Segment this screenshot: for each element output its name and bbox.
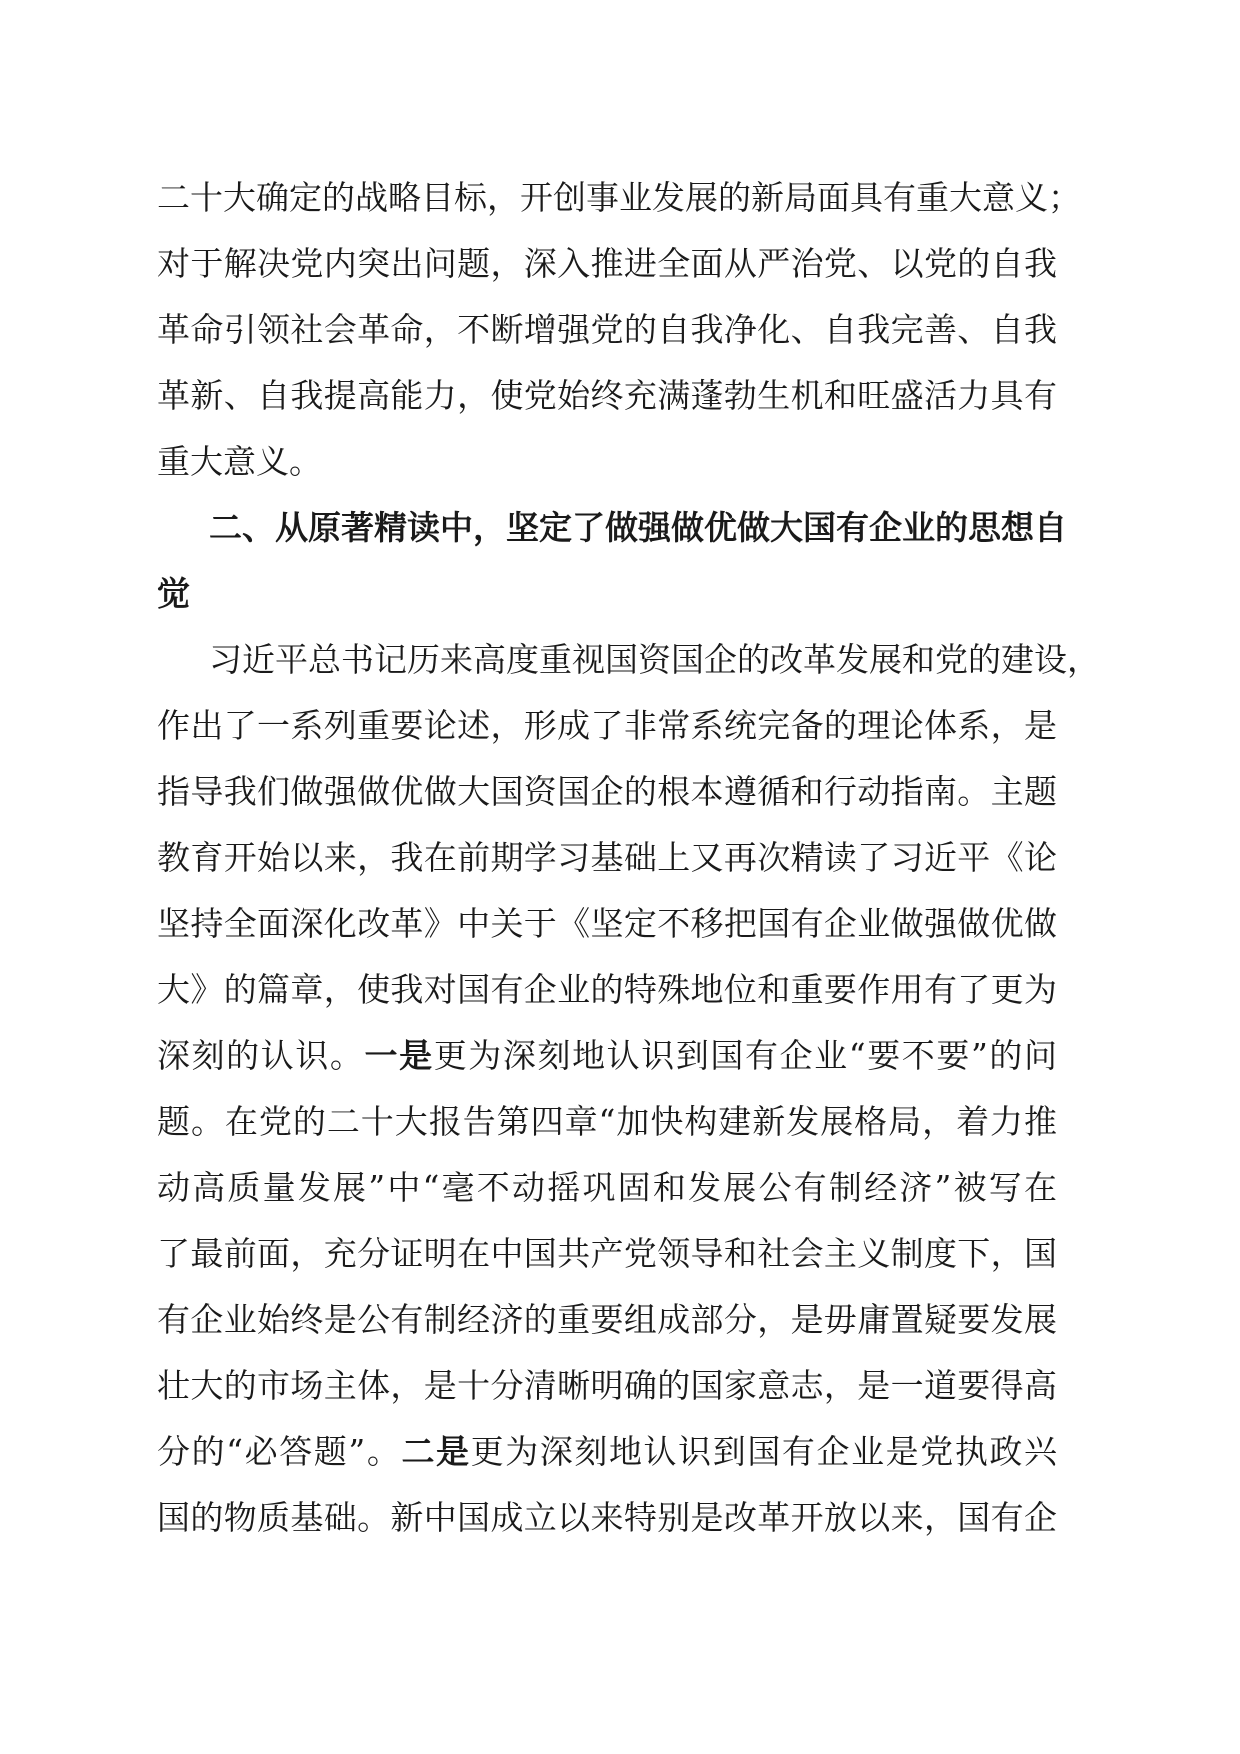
text-line: 了最前面，充分证明在中国共产党领导和社会主义制度下，国 [157,1234,1057,1273]
paragraph-continued [157,165,1081,495]
text-line: 国的物质基础。新中国成立以来特别是改革开放以来，国有企 [157,1498,1057,1537]
text-line: 对于解决党内突出问题，深入推进全面从严治党、以党的自我 [157,244,1057,283]
document-page [157,165,1100,1551]
text-line-with-emphasis [157,1419,1057,1485]
text-line: 有企业始终是公有制经济的重要组成部分，是毋庸置疑要发展 [157,1300,1057,1339]
text-line: 重大意义。 [157,442,322,481]
text-line: 指导我们做强做优做大国资国企的根本遵循和行动指南。主题 [157,772,1057,811]
text-line: 二十大确定的战略目标，开创事业发展的新局面具有重大意义； [157,178,1081,217]
text-line: 教育开始以来，我在前期学习基础上又再次精读了习近平《论 [157,838,1057,877]
section-heading [157,495,1067,627]
text-line-with-emphasis [157,1023,1057,1089]
text-line: 壮大的市场主体，是十分清晰明确的国家意志，是一道要得高 [157,1366,1057,1405]
text-line: 坚持全面深化改革》中关于《坚定不移把国有企业做强做优做 [157,904,1057,943]
heading-line: 二、从原著精读中，坚定了做强做优做大国有企业的思想自 [209,508,1067,547]
text-line: 习近平总书记历来高度重视国资国企的改革发展和党的建设， [209,640,1100,679]
text-segment: 深刻的认识。 [157,1036,365,1075]
emphasis-second-point: 二是 [401,1432,471,1471]
text-line: 革命引领社会革命，不断增强党的自我净化、自我完善、自我 [157,310,1057,349]
emphasis-first-point: 一是 [364,1036,434,1075]
text-segment: 更为深刻地认识到国有企业“要不要”的问 [433,1036,1058,1075]
text-segment: 更为深刻地认识到国有企业是党执政兴 [470,1432,1058,1471]
text-line: 题。在党的二十大报告第四章“加快构建新发展格局，着力推 [157,1102,1057,1141]
text-line: 动高质量发展”中“毫不动摇巩固和发展公有制经济”被写在 [157,1168,1057,1207]
paragraph-body [157,627,1100,1551]
text-line: 作出了一系列重要论述，形成了非常系统完备的理论体系，是 [157,706,1057,745]
heading-line: 觉 [157,574,190,613]
text-line: 大》的篇章，使我对国有企业的特殊地位和重要作用有了更为 [157,970,1057,1009]
text-line: 革新、自我提高能力，使党始终充满蓬勃生机和旺盛活力具有 [157,376,1057,415]
text-segment: 分的“必答题”。 [157,1432,402,1471]
